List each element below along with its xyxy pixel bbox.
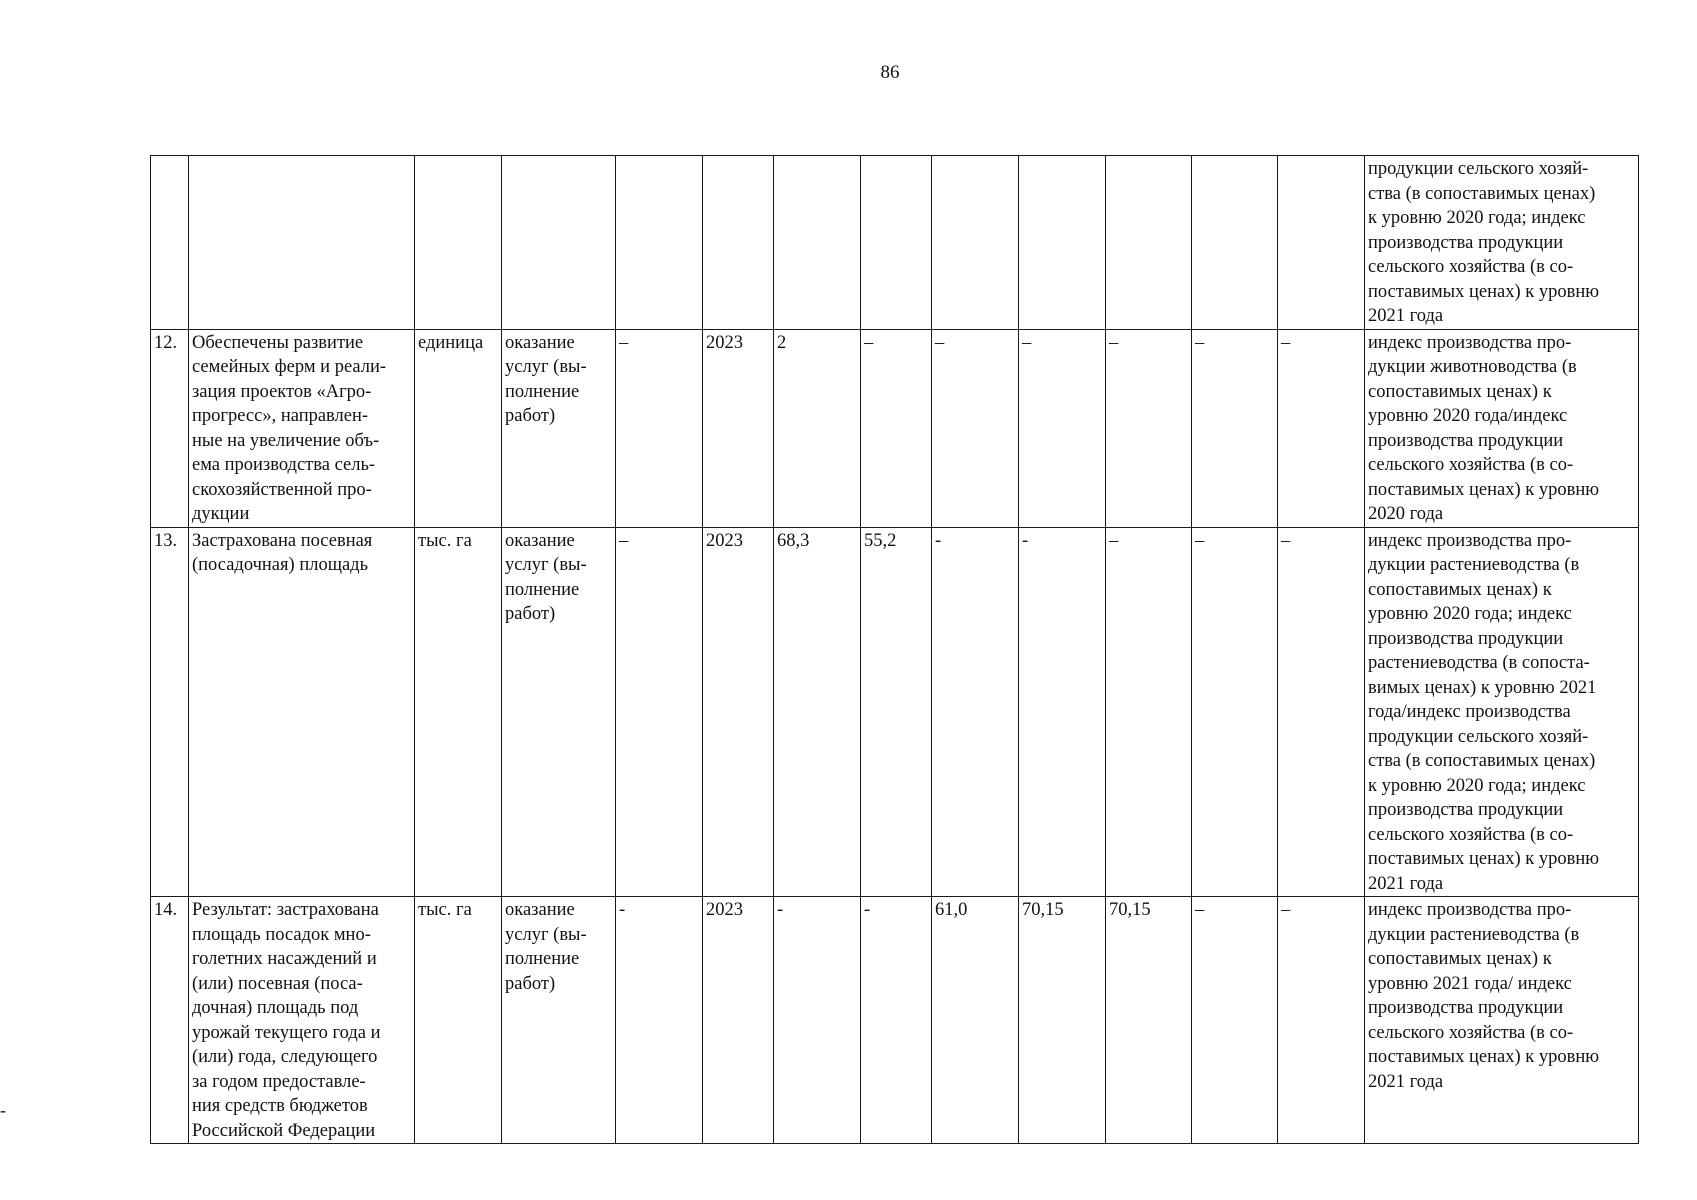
year-cell: 2023 (703, 329, 774, 527)
type-cell: оказание услуг (вы- полнение работ) (502, 897, 616, 1144)
year-cell: 2023 (703, 527, 774, 897)
value-cell: – (932, 329, 1019, 527)
unit-cell: тыс. га (415, 527, 502, 897)
page-number: 86 (880, 62, 900, 83)
value-cell: – (1192, 329, 1278, 527)
value-cell: – (1106, 527, 1192, 897)
value-cell: 2 (774, 329, 861, 527)
value-cell (1019, 156, 1106, 330)
margin-mark: - (0, 1100, 6, 1120)
table-row (151, 329, 1639, 527)
unit-cell: тыс. га (415, 897, 502, 1144)
value-cell: - (861, 897, 932, 1144)
base-value-cell: – (616, 527, 703, 897)
value-cell: 61,0 (932, 897, 1019, 1144)
value-cell: – (1278, 527, 1365, 897)
unit-cell: единица (415, 329, 502, 527)
value-cell: – (1019, 329, 1106, 527)
value-cell: - (1019, 527, 1106, 897)
indicator-link-cell: индекс производства про- дукции растениеводства (в сопоставимых ценах) к уровню 2021 года/ индекс производства продукции сельского хозяйства (в со- поставимых ценах) к уровню 2021 года (1365, 897, 1639, 1144)
indicator-link-cell: индекс производства про- дукции растениеводства (в сопоставимых ценах) к уровню 2020 года; индекс производства продукции растениеводства (в сопоста- вимых ценах) к уровню 2021 года/индекс производства продукции сельского хозяй- ства (в сопоставимых ценах) к уровню 2020 года; индекс производства продукции сельского хозяйства (в со- поставимых ценах) к уровню 2021 года (1365, 527, 1639, 897)
base-value-cell: – (616, 329, 703, 527)
base-value-cell (616, 156, 703, 330)
value-cell: – (1192, 897, 1278, 1144)
value-cell: – (1278, 329, 1365, 527)
table-row (151, 156, 1639, 330)
result-name-cell (189, 156, 415, 330)
row-number (151, 156, 189, 330)
table-row (151, 897, 1639, 1144)
result-name-cell: Результат: застрахована площадь посадок мно- голетних насаждений и (или) посевная (поса- дочная) площадь под урожай текущего года и (или) года, следующего за годом предоставле- ния средств бюджетов Российской Федерации (189, 897, 415, 1144)
unit-cell (415, 156, 502, 330)
value-cell: - (932, 527, 1019, 897)
year-cell: 2023 (703, 897, 774, 1144)
type-cell (502, 156, 616, 330)
row-number: 14. (151, 897, 189, 1144)
value-cell: - (774, 897, 861, 1144)
value-cell (861, 156, 932, 330)
indicator-link-cell: продукции сельского хозяй- ства (в сопоставимых ценах) к уровню 2020 года; индекс производства продукции сельского хозяйства (в со- поставимых ценах) к уровню 2021 года (1365, 156, 1639, 330)
row-number: 12. (151, 329, 189, 527)
year-cell (703, 156, 774, 330)
value-cell (1278, 156, 1365, 330)
table-row (151, 527, 1639, 897)
value-cell: 70,15 (1019, 897, 1106, 1144)
result-name-cell: Застрахована посевная (посадочная) площадь (189, 527, 415, 897)
type-cell: оказание услуг (вы- полнение работ) (502, 527, 616, 897)
type-cell: оказание услуг (вы- полнение работ) (502, 329, 616, 527)
value-cell (774, 156, 861, 330)
value-cell: – (861, 329, 932, 527)
row-number: 13. (151, 527, 189, 897)
value-cell (1192, 156, 1278, 330)
value-cell: – (1278, 897, 1365, 1144)
value-cell: 70,15 (1106, 897, 1192, 1144)
value-cell: 68,3 (774, 527, 861, 897)
results-table (150, 155, 1639, 1144)
value-cell (932, 156, 1019, 330)
base-value-cell: - (616, 897, 703, 1144)
value-cell: 55,2 (861, 527, 932, 897)
value-cell: – (1106, 329, 1192, 527)
result-name-cell: Обеспечены развитие семейных ферм и реали- зация проектов «Агро- прогресс», направлен- ные на увеличение объ- ема производства сель- скохозяйственной про- дукции (189, 329, 415, 527)
indicator-link-cell: индекс производства про- дукции животноводства (в сопоставимых ценах) к уровню 2020 года/индекс производства продукции сельского хозяйства (в со- поставимых ценах) к уровню 2020 года (1365, 329, 1639, 527)
value-cell: – (1192, 527, 1278, 897)
value-cell (1106, 156, 1192, 330)
